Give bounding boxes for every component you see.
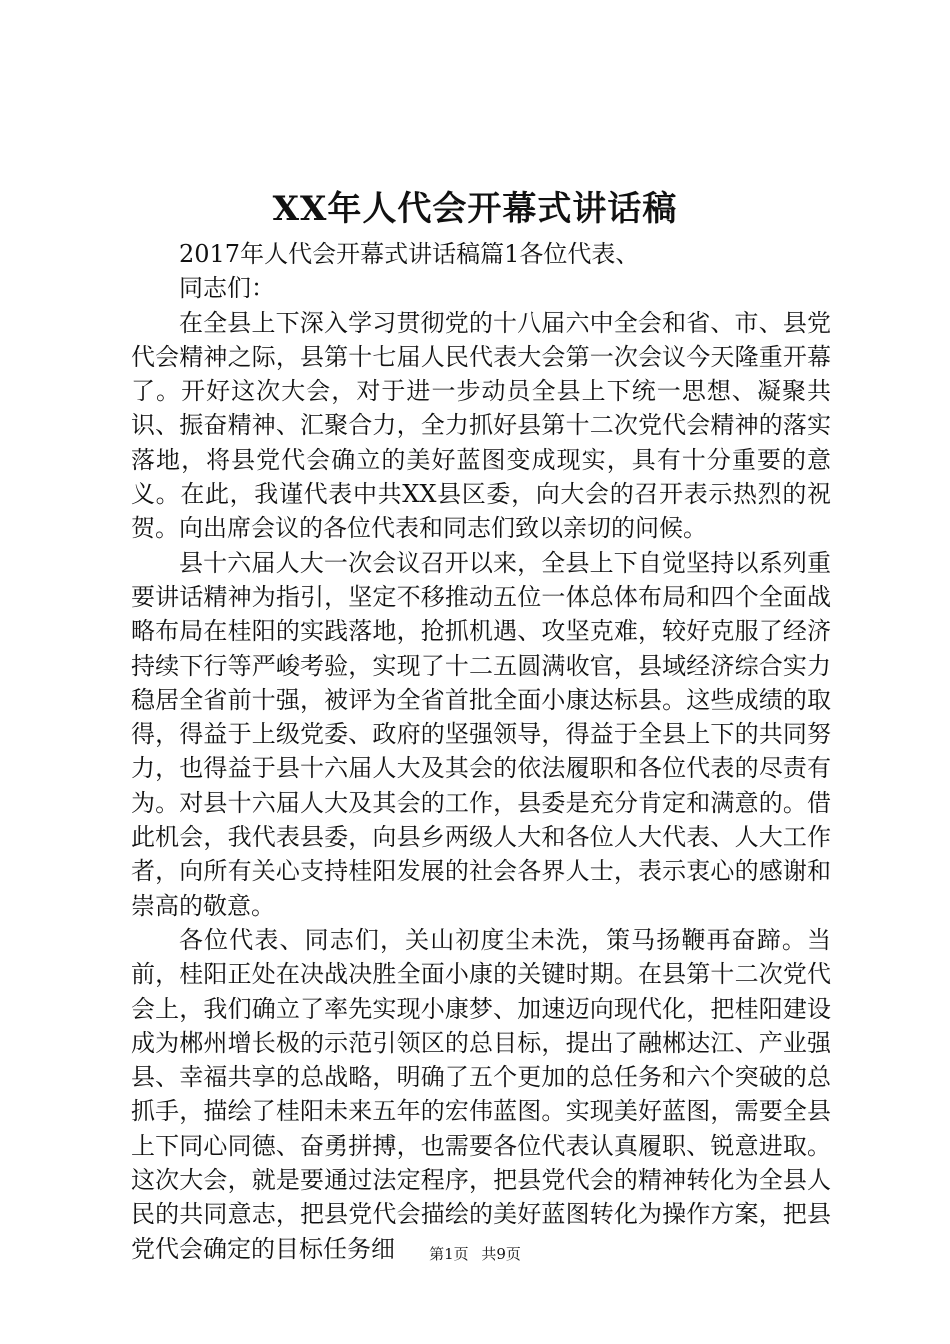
- page-number: 第1页: [429, 1245, 469, 1263]
- paragraph-goals: 各位代表、同志们，关山初度尘未洗，策马扬鞭再奋蹄。当前，桂阳正处在决战决胜全面小康的关键时期。在县第十二次党代会上，我们确立了率先实现小康梦、加速迈向现代化，把桂阳建设成为郴州增长极的示范引领区的总目标，提出了融郴达江、产业强县、幸福共享的总战略，明确了五个更加的总任务和六个突破的总抓手，描绘了桂阳未来五年的宏伟蓝图。实现美好蓝图，需要全县上下同心同德、奋勇拼搏，也需要各位代表认真履职、锐意进取。这次大会，就是要通过法定程序，把县党代会的精神转化为全县人民的共同意志，把县党代会描绘的美好蓝图转化为操作方案，把县党代会确定的目标任务细: [131, 925, 831, 1263]
- document-body: [131, 237, 831, 1266]
- paragraph-opening: 在全县上下深入学习贯彻党的十八届六中全会和省、市、县党代会精神之际，县第十七届人民代表大会第一次会议今天隆重开幕了。开好这次大会，对于进一步动员全县上下统一思想、凝聚共识、振奋精神、汇聚合力，全力抓好县第十二次党代会精神的落实落地，将县党代会确立的美好蓝图变成现实，具有十分重要的意义。在此，我谨代表中共XX县区委，向大会的召开表示热烈的祝贺。向出席会议的各位代表和同志们致以亲切的问候。: [131, 308, 831, 543]
- paragraph-salutation: 同志们：: [179, 274, 275, 303]
- page-total: 共9页: [481, 1245, 521, 1263]
- paragraph-achievements: 县十六届人大一次会议召开以来，全县上下自觉坚持以系列重要讲话精神为指引，坚定不移推动五位一体总体布局和四个全面战略布局在桂阳的实践落地，抢抓机遇、攻坚克难，较好克服了经济持续下行等严峻考验，实现了十二五圆满收官，县域经济综合实力稳居全省前十强，被评为全省首批全面小康达标县。这些成绩的取得，得益于上级党委、政府的坚强领导，得益于全县上下的共同努力，也得益于县十六届人大及其会的依法履职和各位代表的尽责有为。对县十六届人大及其会的工作，县委是充分肯定和满意的。借此机会，我代表县委，向县乡两级人大和各位人大代表、人大工作者，向所有关心支持桂阳发展的社会各界人士，表示衷心的感谢和崇高的敬意。: [131, 548, 831, 920]
- page-footer: [0, 1243, 950, 1265]
- paragraph-intro: 2017年人代会开幕式讲话稿篇1各位代表、: [179, 240, 640, 268]
- document-title: XX年人代会开幕式讲话稿: [272, 189, 678, 229]
